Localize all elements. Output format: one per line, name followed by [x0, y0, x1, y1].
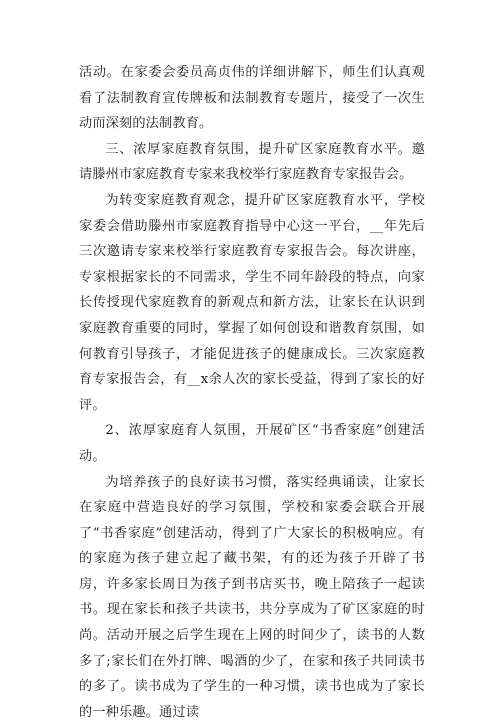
paragraph-subheading: 2、浓厚家庭育人氛围，开展矿区“书香家庭”创建活动。	[79, 418, 425, 469]
paragraph-section-heading: 三、浓厚家庭教育氛围，提升矿区家庭教育水平。邀请滕州市家庭教育专家来我校举行家庭教育专家报告会。	[79, 137, 425, 188]
paragraph: 为培养孩子的良好读书习惯，落实经典诵读，让家长在家庭中营造良好的学习氛围，学校和家委会联合开展了“书香家庭”创建活动，得到了广大家长的积极响应。有的家庭为孩子建立起了藏书架，有的还为孩子开辟了书房，许多家长周日为孩子到书店买书，晚上陪孩子一起读书。现在家长和孩子共读书，共分享成为了矿区家庭的时尚。活动开展之后学生现在上网的时间少了，读书的人数多了;家长们在外打牌、喝酒的少了，在家和孩子共同读书的多了。读书成为了学生的一种习惯，读书也成为了家长的一种乐趣。通过读	[79, 470, 425, 725]
document-body	[79, 60, 425, 725]
paragraph: 活动。在家委会委员高贞伟的详细讲解下，师生们认真观看了法制教育宣传牌板和法制教育专题片，接受了一次生动而深刻的法制教育。	[79, 60, 425, 137]
paragraph: 为转变家庭教育观念，提升矿区家庭教育水平，学校家委会借助滕州市家庭教育指导中心这一平台，__年先后三次邀请专家来校举行家庭教育专家报告会。每次讲座，专家根据家长的不同需求，学生不同年龄段的特点，向家长传授现代家庭教育的新观点和新方法，让家长在认识到家庭教育重要的同时，掌握了如何创设和谐教育氛围，如何教育引导孩子，才能促进孩子的健康成长。三次家庭教育专家报告会，有__x余人次的家长受益，得到了家长的好评。	[79, 188, 425, 418]
